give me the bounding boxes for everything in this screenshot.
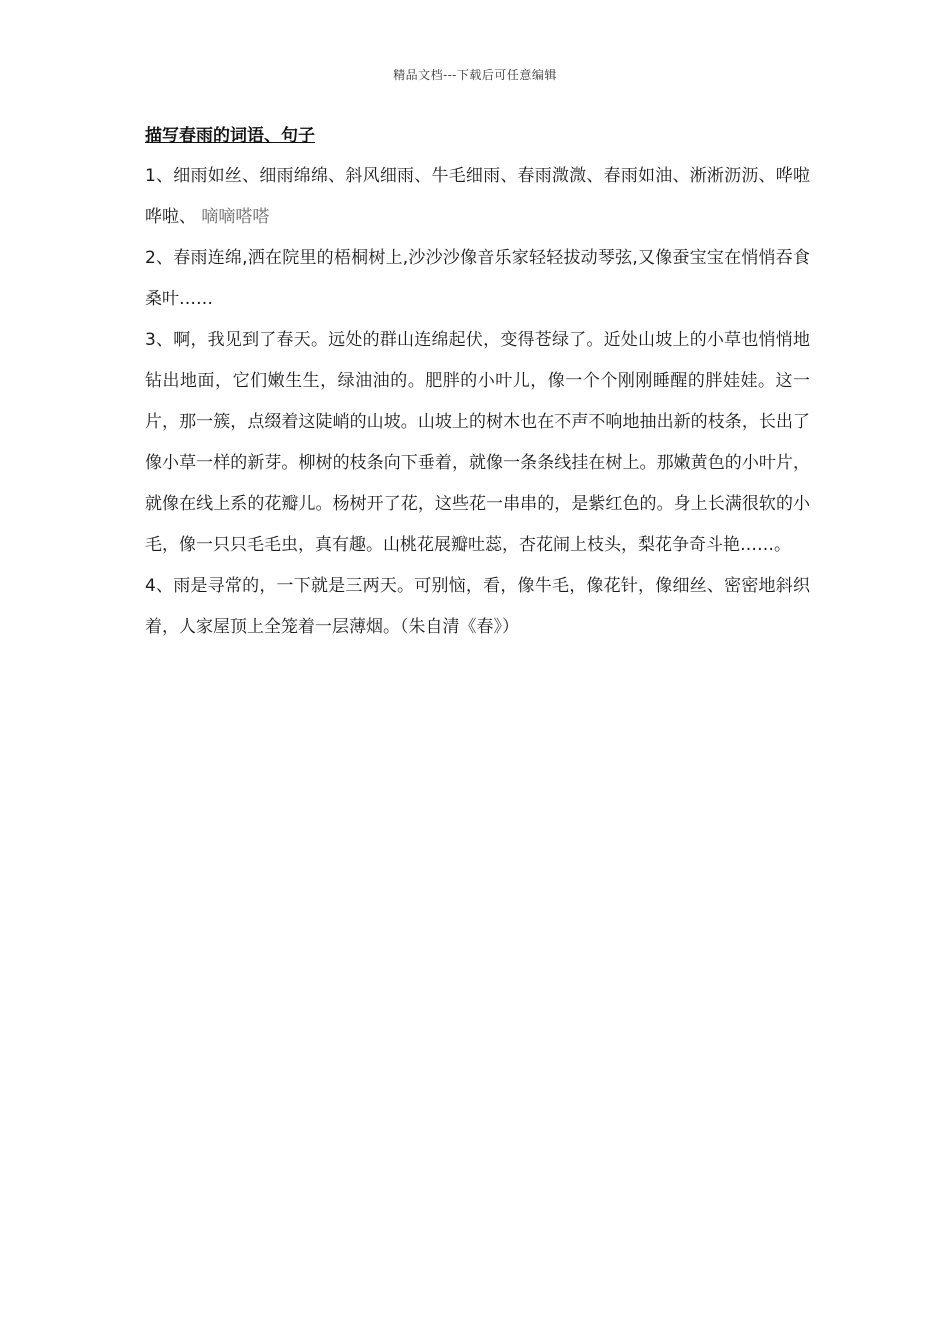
paragraph-4: 4、雨是寻常的，一下就是三两天。可别恼，看，像牛毛，像花针，像细丝、密密地斜织着，人家屋顶上全笼着一层薄烟。（朱自清《春》） <box>145 576 810 637</box>
document-title: 描写春雨的词语、句子 <box>145 126 315 146</box>
header-note: 精品文档---下载后可任意编辑 <box>393 68 557 82</box>
paragraph-1-tail: 嘀嘀嗒嗒 <box>196 207 270 227</box>
paragraph-3: 3、啊，我见到了春天。远处的群山连绵起伏，变得苍绿了。近处山坡上的小草也悄悄地钻出地面，它们嫩生生，绿油油的。肥胖的小叶儿，像一个个刚刚睡醒的胖娃娃。这一片，那一簇，点缀着这陡峭的山坡。山坡上的树木也在不声不响地抽出新的枝条，长出了像小草一样的新芽。柳树的枝条向下垂着，就像一条条线挂在树上。那嫩黄色的小叶片，就像在线上系的花瓣儿。杨树开了花，这些花一串串的，是紫红色的。身上长满很软的小毛，像一只只毛毛虫，真有趣。山桃花展瓣吐蕊，杏花闹上枝头，梨花争奇斗艳……。 <box>145 330 810 555</box>
paragraph-2: 2、春雨连绵,洒在院里的梧桐树上,沙沙沙像音乐家轻轻拔动琴弦,又像蚕宝宝在悄悄吞食桑叶…… <box>145 248 810 309</box>
document-body <box>145 122 810 648</box>
paragraph-1-text: 1、细雨如丝、细雨绵绵、斜风细雨、牛毛细雨、春雨溦溦、春雨如油、淅淅沥沥、哗啦哗啦、 <box>145 166 810 227</box>
paragraph-1 <box>145 156 810 238</box>
